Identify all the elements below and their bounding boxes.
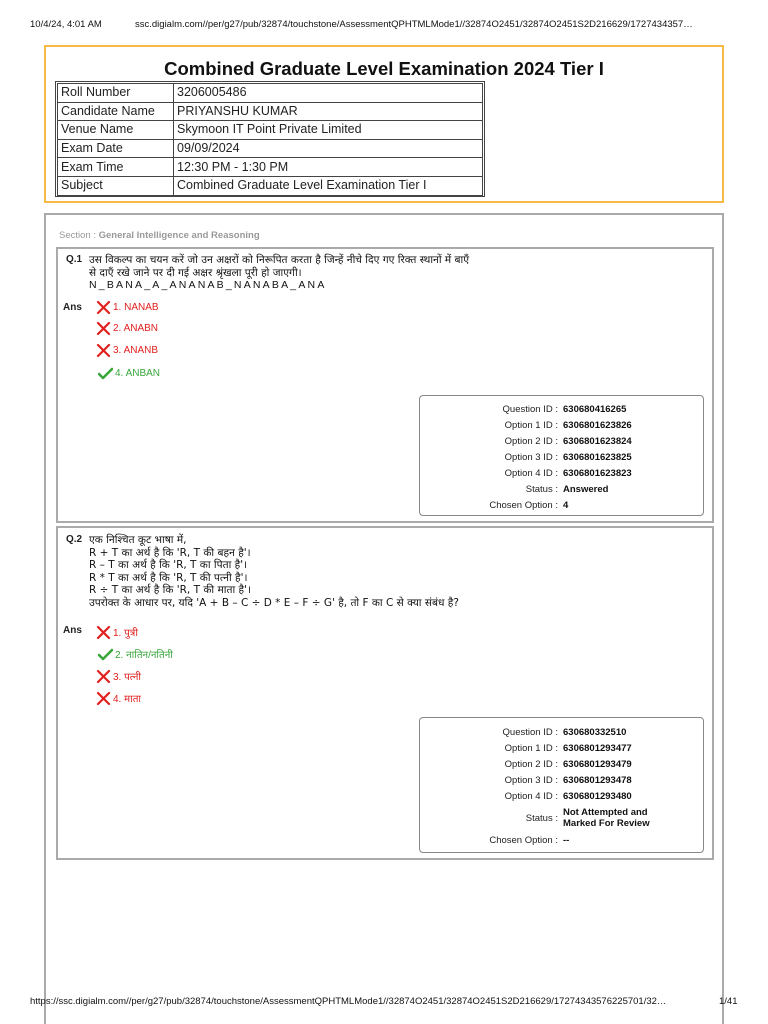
- info-key: Candidate Name: [58, 102, 174, 121]
- cross-icon: [96, 322, 111, 335]
- meta-key: Chosen Option :: [489, 500, 558, 511]
- meta-key: Option 3 ID :: [504, 775, 558, 786]
- info-value: 12:30 PM - 1:30 PM: [174, 158, 483, 177]
- question-line: R – T का अर्थ है कि 'R, T का पिता है'।: [89, 559, 248, 571]
- option-text: 3. पत्नी: [113, 672, 142, 683]
- info-key: Roll Number: [58, 84, 174, 103]
- option-text: 4. ANBAN: [115, 368, 161, 379]
- meta-key: Question ID :: [502, 727, 558, 738]
- q2-option-2: [98, 647, 173, 661]
- meta-value: --: [563, 835, 570, 846]
- section-prefix: Section :: [59, 230, 99, 241]
- option-text: 1. पुत्री: [113, 628, 138, 639]
- option-text: 4. माता: [113, 694, 141, 705]
- meta-value: 6306801293477: [563, 743, 632, 754]
- q2-option-4: [96, 691, 141, 705]
- question-1-meta-box: [419, 395, 704, 516]
- meta-value: 630680416265: [563, 404, 627, 415]
- meta-value: 6306801623826: [563, 420, 632, 431]
- cross-icon: [96, 344, 111, 357]
- meta-question-id: [420, 727, 705, 738]
- question-line: N_BANA_A_ANANAB_NANABA_ANA: [89, 279, 327, 291]
- meta-option-4-id: [420, 791, 705, 802]
- cross-icon: [96, 692, 111, 705]
- meta-value: 6306801293478: [563, 775, 632, 786]
- answer-label: Ans: [63, 625, 82, 636]
- footer-url: https://ssc.digialm.com//per/g27/pub/32874/touchstone/AssessmentQPHTMLMode1//32874O2451/32874O2451S2D216629/17274343576225701/32…: [30, 996, 667, 1007]
- question-line: R + T का अर्थ है कि 'R, T की बहन है'।: [89, 546, 251, 559]
- meta-option-1-id: [420, 420, 705, 431]
- question-line: एक निश्चित कूट भाषा में,: [89, 534, 187, 546]
- q1-option-1: [96, 301, 159, 314]
- print-url: ssc.digialm.com//per/g27/pub/32874/touchstone/AssessmentQPHTMLMode1//32874O2451/32874O2451S2D216629/1727434357…: [135, 19, 693, 30]
- meta-option-1-id: [420, 743, 705, 754]
- print-header: [0, 0, 768, 34]
- info-row-name: [58, 102, 483, 121]
- meta-status: [420, 807, 705, 829]
- question-1-text: [89, 254, 469, 292]
- info-value: PRIYANSHU KUMAR: [174, 102, 483, 121]
- meta-value: 6306801623824: [563, 436, 632, 447]
- meta-key: Status :: [525, 484, 558, 495]
- cross-icon: [96, 301, 111, 314]
- exam-info-box: [44, 45, 724, 203]
- cross-icon: [96, 670, 111, 683]
- option-text: 3. ANANB: [113, 345, 159, 356]
- option-text: 2. नातिन/नतिनी: [115, 650, 173, 661]
- q2-option-1: [96, 625, 138, 639]
- meta-option-4-id: [420, 468, 705, 479]
- meta-question-id: [420, 404, 705, 415]
- option-text: 2. ANABN: [113, 323, 159, 334]
- meta-value: 6306801293479: [563, 759, 632, 770]
- q1-option-4: [98, 367, 160, 380]
- question-line: उस विकल्प का चयन करें जो उन अक्षरों को निरूपित करता है जिन्हें नीचे दिए गए रिक्त स्थानों में बाएँ: [89, 254, 470, 266]
- option-text: 1. NANAB: [113, 302, 159, 313]
- q2-option-3: [96, 669, 141, 683]
- meta-status: [420, 484, 705, 495]
- question-line: से दाएँ रखे जाने पर दी गई अक्षर श्रृंखला पूरी हो जाएगी।: [89, 266, 302, 279]
- meta-key: Question ID :: [502, 404, 558, 415]
- meta-key: Option 1 ID :: [504, 420, 558, 431]
- checkmark-icon: [98, 648, 113, 661]
- meta-value: 6306801293480: [563, 791, 632, 802]
- meta-key: Option 4 ID :: [504, 468, 558, 479]
- meta-key: Chosen Option :: [489, 835, 558, 846]
- meta-value: 6306801623823: [563, 468, 632, 479]
- q1-option-3: [96, 344, 158, 357]
- info-row-date: [58, 139, 483, 158]
- section-label: [59, 230, 260, 241]
- question-2-meta-box: [419, 717, 704, 853]
- cross-icon: [96, 626, 111, 639]
- info-value: 09/09/2024: [174, 139, 483, 158]
- meta-option-2-id: [420, 436, 705, 447]
- page-number: 1/41: [719, 996, 738, 1007]
- meta-value: 630680332510: [563, 727, 627, 738]
- meta-value: 6306801623825: [563, 452, 632, 463]
- info-row-venue: [58, 121, 483, 140]
- print-timestamp: 10/4/24, 4:01 AM: [30, 19, 102, 30]
- info-key: Venue Name: [58, 121, 174, 140]
- info-key: Exam Time: [58, 158, 174, 177]
- meta-chosen-option: [420, 500, 705, 511]
- answer-label: Ans: [63, 302, 82, 313]
- q1-option-2: [96, 322, 158, 335]
- info-key: Subject: [58, 176, 174, 195]
- meta-value: Answered: [563, 484, 609, 495]
- info-key: Exam Date: [58, 139, 174, 158]
- question-line: उपरोक्त के आधार पर, यदि 'A + B – C ÷ D * E – F ÷ G' है, तो F का C से क्या संबंध है?: [89, 596, 459, 609]
- meta-key: Option 4 ID :: [504, 791, 558, 802]
- info-value: Combined Graduate Level Examination Tier I: [174, 176, 483, 195]
- meta-key: Status :: [525, 812, 558, 824]
- info-row-subject: [58, 176, 483, 195]
- candidate-info-table: [57, 83, 483, 196]
- question-1-number: Q.1: [66, 254, 83, 265]
- meta-value: 4: [563, 500, 569, 511]
- exam-title: Combined Graduate Level Examination 2024 Tier I: [164, 58, 604, 79]
- meta-value: Not Attempted and Marked For Review: [563, 807, 650, 829]
- info-value: 3206005486: [174, 84, 483, 103]
- meta-key: Option 1 ID :: [504, 743, 558, 754]
- meta-option-3-id: [420, 775, 705, 786]
- question-line: R * T का अर्थ है कि 'R, T की पत्नी है'।: [89, 571, 248, 584]
- info-row-roll: [58, 84, 483, 103]
- meta-key: Option 3 ID :: [504, 452, 558, 463]
- info-value: Skymoon IT Point Private Limited: [174, 121, 483, 140]
- info-row-time: [58, 158, 483, 177]
- meta-option-3-id: [420, 452, 705, 463]
- meta-chosen-option: [420, 835, 705, 846]
- checkmark-icon: [98, 367, 113, 380]
- question-2-text: [89, 534, 459, 609]
- meta-key: Option 2 ID :: [504, 436, 558, 447]
- question-line: R ÷ T का अर्थ है कि 'R, T की माता है'।: [89, 584, 251, 596]
- section-name: General Intelligence and Reasoning: [98, 230, 260, 241]
- meta-option-2-id: [420, 759, 705, 770]
- meta-key: Option 2 ID :: [504, 759, 558, 770]
- question-2-number: Q.2: [66, 534, 83, 545]
